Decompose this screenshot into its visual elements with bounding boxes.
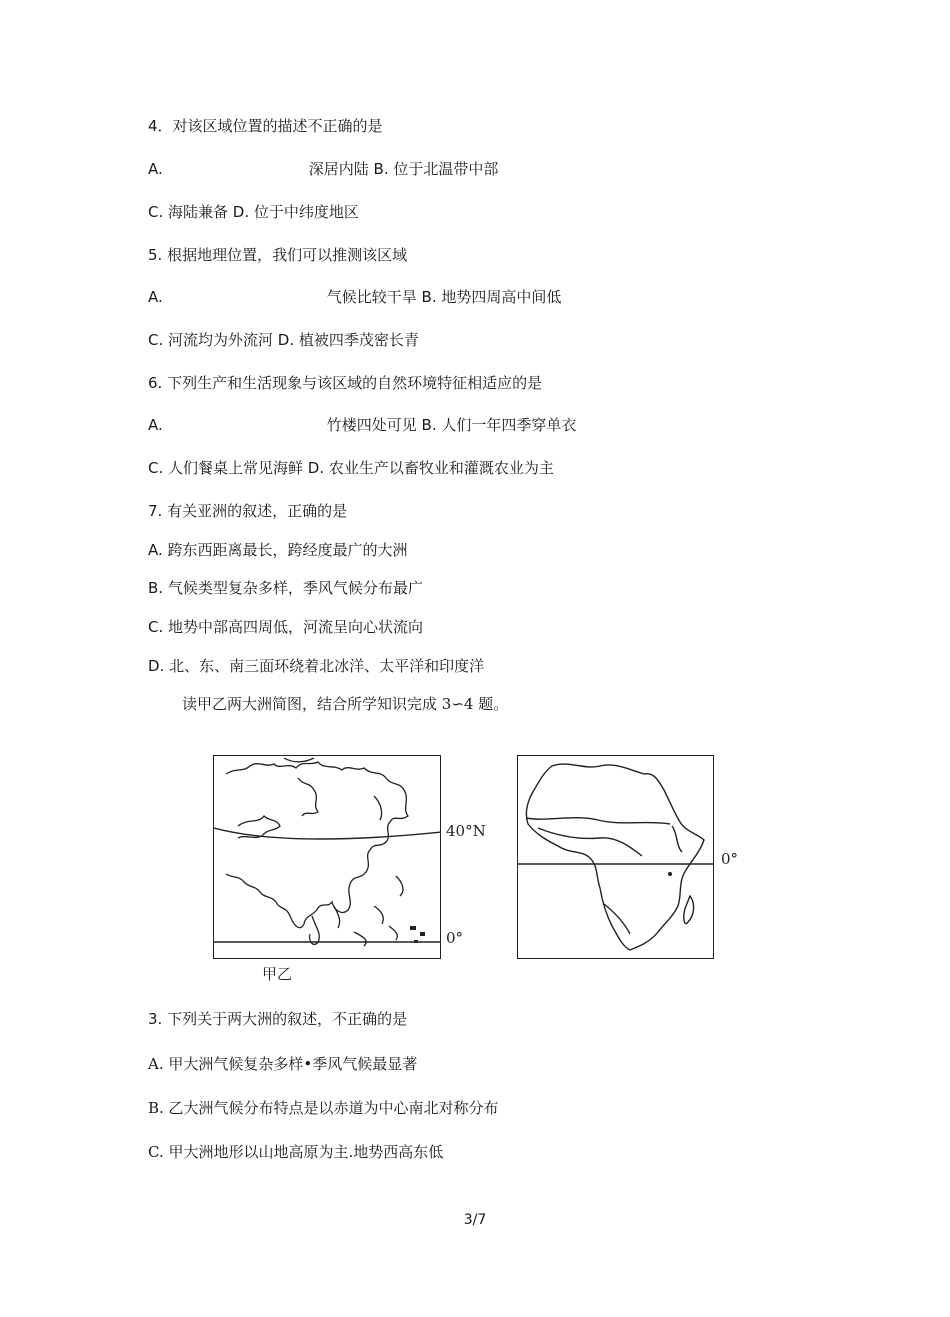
q4-option-a-label: A. — [148, 160, 163, 178]
africa-equator-label: 0° — [721, 850, 739, 868]
q3-option-a: A. 甲大洲气候复杂多样•季风气候最显著 — [148, 1055, 418, 1073]
q4-option-a-text: 深居内陆 B. 位于北温带中部 — [308, 160, 499, 178]
q3-option-b: B. 乙大洲气候分布特点是以赤道为中心南北对称分布 — [148, 1099, 499, 1117]
asia-latitude-40n-label: 40°N — [446, 822, 486, 840]
asia-map-outline — [214, 756, 441, 959]
asia-map — [213, 755, 441, 959]
q7-stem: 7. 有关亚洲的叙述，正确的是 — [148, 502, 348, 520]
q7-option-d: D. 北、东、南三面环绕着北冰洋、太平洋和印度洋 — [148, 657, 485, 675]
q4-stem: 4．对该区域位置的描述不正确的是 — [148, 117, 383, 135]
q7-option-b: B. 气候类型复杂多样，季风气候分布最广 — [148, 579, 423, 597]
q7-option-c: C. 地势中部高四周低，河流呈向心状流向 — [148, 618, 424, 636]
q3-option-c: C. 甲大洲地形以山地高原为主.地势西高东低 — [148, 1143, 444, 1161]
q6-option-a-row — [148, 415, 576, 435]
q5-stem: 5. 根据地理位置，我们可以推测该区域 — [148, 246, 408, 264]
africa-map-outline — [518, 756, 714, 959]
q4-option-c-row: C. 海陆兼备 D. 位于中纬度地区 — [148, 203, 359, 221]
q7-option-a: A. 跨东西距离最长，跨经度最广的大洲 — [148, 541, 408, 559]
q6-stem: 6. 下列生产和生活现象与该区域的自然环境特征相适应的是 — [148, 374, 543, 392]
q6-option-c-row: C. 人们餐桌上常见海鲜 D. 农业生产以畜牧业和灌溉农业为主 — [148, 459, 554, 477]
q5-option-a-text: 气候比较干旱 B. 地势四周高中间低 — [326, 288, 562, 306]
page-number: 3/7 — [463, 1212, 487, 1228]
africa-map — [517, 755, 714, 959]
asia-equator-label: 0° — [446, 929, 464, 947]
map-caption: 甲乙 — [262, 965, 293, 983]
q5-option-c-row: C. 河流均为外流河 D. 植被四季茂密长青 — [148, 331, 419, 349]
q4-option-a-row — [148, 159, 498, 179]
map-intro: 读甲乙两大洲简图，结合所学知识完成 3∽4 题。 — [182, 695, 509, 713]
q6-option-a-text: 竹楼四处可见 B. 人们一年四季穿单衣 — [326, 416, 577, 434]
q5-option-a-row — [148, 287, 561, 307]
q6-option-a-label: A. — [148, 416, 163, 434]
q3-stem: 3. 下列关于两大洲的叙述，不正确的是 — [148, 1010, 408, 1028]
q5-option-a-label: A. — [148, 288, 163, 306]
